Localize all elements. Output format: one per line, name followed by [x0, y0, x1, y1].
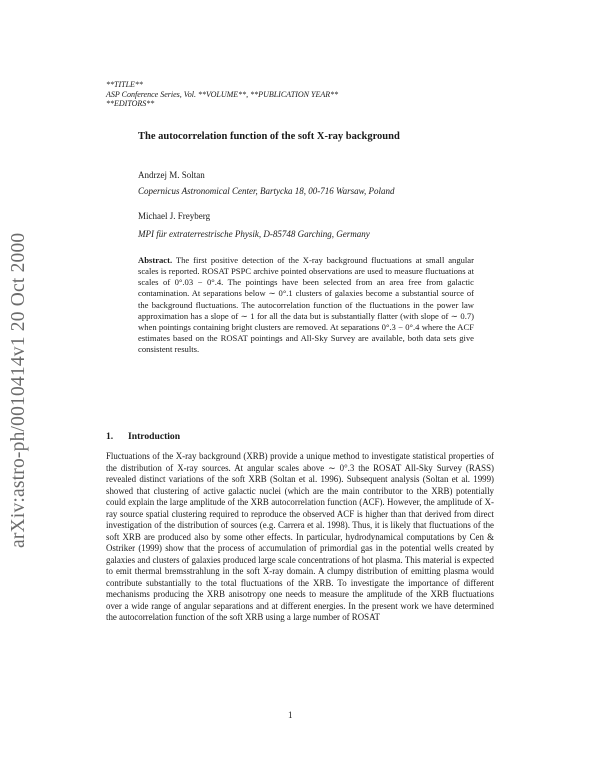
conference-header [106, 80, 338, 109]
abstract-text: The first positive detection of the X-ray background fluctuations at small angular scales is reported. ROSAT PSPC archive pointed observations are used to measure fluctuations at scales of 0°.03 − 0°.4. The pointings have been selected from an area free from galactic contamination. At separations below ∼ 0°.1 clusters of galaxies become a substantial source of the background fluctuations. The autocorrelation function of the fluctuations in the power law approximation has a slope of ∼ 1 for all the data but is substantially flatter (with slope of ∼ 0.7) when pointings containing bright clusters are removed. At separations 0°.3 − 0°.4 where the ACF estimates based on the ROSAT pointings and All-Sky Survey are available, both data sets give consistent results. [138, 255, 474, 355]
author-affiliation-2: MPI für extraterrestrische Physik, D-85748 Garching, Germany [138, 229, 370, 239]
section-heading [106, 431, 180, 442]
author-name-1: Andrzej M. Soltan [138, 170, 205, 180]
abstract [138, 255, 474, 355]
introduction-paragraph: Fluctuations of the X-ray background (XRB) provide a unique method to investigate statistical properties of the distribution of X-ray sources. At angular scales above ∼ 0°.3 the ROSAT All-Sky Survey (RASS) revealed distinct variations of the soft XRB (Soltan et al. 1996). Subsequent analysis (Soltan et al. 1999) showed that clustering of active galactic nuclei (which are the main contributor to the XRB) potentially could explain the large amplitude of the XRB autocorrelation function (ACF). However, the amplitude of X-ray source spatial clustering required to reproduce the observed ACF is higher than that derived from direct investigation of the distribution of sources (e.g. Carrera et al. 1998). Thus, it is likely that fluctuations of the soft XRB are produced also by some other effects. In particular, hydrodynamical computations by Cen & Ostriker (1999) show that the process of accumulation of primordial gas in the potential wells created by galaxies and clusters of galaxies produced large scale concentrations of hot plasma. This material is expected to emit thermal bremsstrahlung in the soft X-ray domain. A clumpy distribution of emitting plasma would contribute substantially to the total fluctuations of the XRB. To investigate the importance of different mechanisms producing the XRB anisotropy one needs to measure the amplitude of the XRB fluctuations over a wide range of angular separations and at different energies. In the present work we have determined the autocorrelation function of the soft XRB using a large number of ROSAT [106, 451, 494, 622]
arxiv-identifier-stamp [8, 232, 38, 578]
header-title-placeholder: **TITLE** [106, 80, 143, 89]
author-affiliation-1: Copernicus Astronomical Center, Bartycka 18, 00-716 Warsaw, Poland [138, 186, 395, 196]
section-title: Introduction [128, 431, 181, 442]
header-editors-placeholder: **EDITORS** [106, 99, 155, 109]
page-number: 1 [288, 710, 293, 720]
abstract-label: Abstract. [138, 255, 173, 265]
arxiv-identifier-text: arXiv:astro-ph/0010414v1 20 Oct 2000 [8, 232, 29, 548]
paper-title: The autocorrelation function of the soft X-ray background [138, 131, 400, 142]
author-name-2: Michael J. Freyberg [138, 211, 211, 221]
header-series-line: ASP Conference Series, Vol. **VOLUME**, **PUBLICATION YEAR** [106, 89, 339, 99]
section-number: 1. [106, 431, 114, 442]
